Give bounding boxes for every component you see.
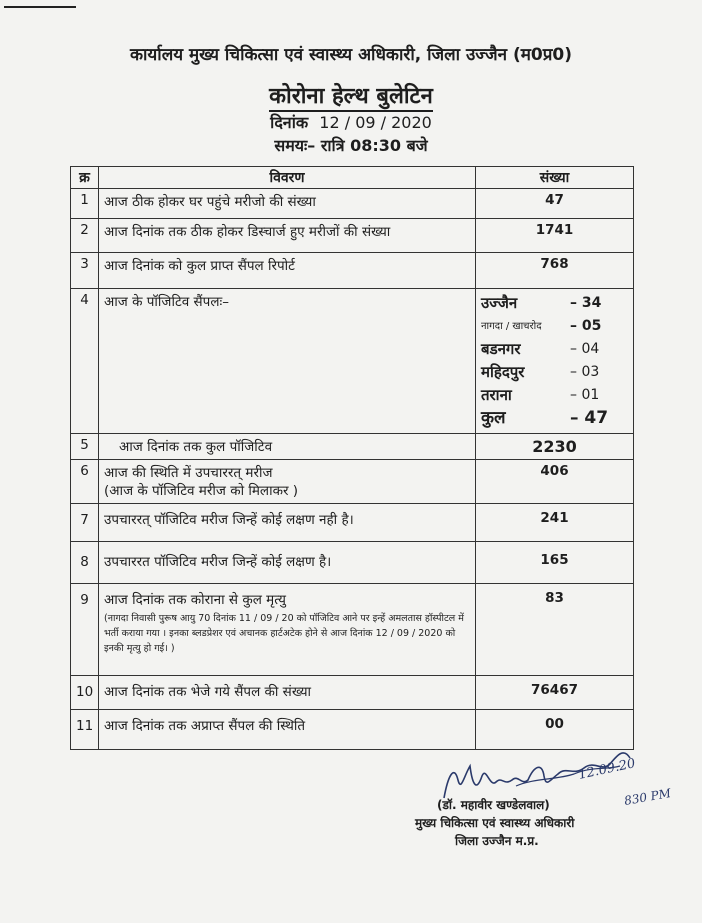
table-row (71, 219, 634, 253)
header-sn: क्र (71, 167, 99, 189)
row-desc: आज दिनांक तक कोराना से कुल मृत्यु (नागदा निवासी पुरूष आयु 70 दिनांक 11 / 09 / 20 को पॉजिटिव आने पर इन्हें अमलतास हॉस्पीटल में भर्ती कराया गया । इनका ब्लडप्रेशर एवं अचानक हार्टअटेक होने से आज दिनांक 12 / 09 / 2020 को इनकी मृत्यु हो गई। ) (99, 584, 476, 676)
row-sn: 2 (71, 219, 99, 253)
row-desc: आज दिनांक तक कुल पॉजिटिव (99, 434, 476, 460)
row-desc: आज दिनांक तक भेजे गये सैंपल की संख्या (99, 676, 476, 710)
signatory-designation: मुख्य चिकित्सा एवं स्वास्थ्य अधिकारी (415, 816, 575, 830)
row-desc: आज दिनांक तक ठीक होकर डिस्चार्ज हुए मरीजों की संख्या (99, 219, 476, 253)
bulletin-title: कोरोना हेल्थ बुलेटिन (0, 80, 702, 110)
row-sn: 6 (71, 460, 99, 504)
row-sn: 4 (71, 289, 99, 434)
row-desc: आज दिनांक को कुल प्राप्त सैंपल रिपोर्ट (99, 253, 476, 289)
district-total: कुल – 47 (481, 408, 609, 428)
row-desc: आज के पॉजिटिव सैंपलः– (99, 289, 476, 434)
office-heading: कार्यालय मुख्य चिकित्सा एवं स्वास्थ्य अधिकारी, जिला उज्जैन (म0प्र0) (129, 45, 573, 65)
signature-block (415, 796, 574, 850)
district-breakdown (476, 289, 634, 434)
row-value: 165 (476, 542, 634, 584)
row-desc: आज दिनांक तक अप्राप्त सैंपल की स्थिति (99, 710, 476, 750)
district-line: तराना – 01 (481, 386, 600, 404)
table-row (71, 584, 634, 676)
row-desc: उपचाररत पॉजिटिव मरीज जिन्हें कोई लक्षण है। (99, 542, 476, 584)
table-row (71, 542, 634, 584)
row-sn: 10 (71, 676, 99, 710)
table-row (71, 676, 634, 710)
table-row (71, 289, 634, 434)
header-value: संख्या (476, 167, 634, 189)
row-value: 47 (476, 189, 634, 219)
row-sn: 1 (71, 189, 99, 219)
row-value: 2230 (476, 434, 634, 460)
row-sn: 7 (71, 504, 99, 542)
table-row (71, 189, 634, 219)
row-sn: 9 (71, 584, 99, 676)
table-row (71, 434, 634, 460)
district-line: बडनगर – 04 (481, 340, 600, 358)
row-value: 1741 (476, 219, 634, 253)
bulletin-table (70, 166, 634, 750)
district-line: उज्जैन – 34 (481, 294, 602, 312)
row-value: 83 (476, 584, 634, 676)
table-row (71, 504, 634, 542)
district-line: नागदा / खाचरोद – 05 (481, 318, 602, 334)
row-value: 406 (476, 460, 634, 504)
district-line: महिदपुर – 03 (481, 363, 600, 381)
table-header-row (71, 167, 634, 189)
row-sn: 3 (71, 253, 99, 289)
table-row (71, 253, 634, 289)
row-desc: आज की स्थिति में उपचाररत् मरीज (आज के पॉजिटिव मरीज को मिलाकर ) (99, 460, 476, 504)
signatory-district: जिला उज्जैन म.प्र. (455, 834, 539, 848)
row-sn: 11 (71, 710, 99, 750)
bulletin-time: समयः– रात्रि 08:30 बजे (274, 136, 428, 155)
row-value: 76467 (476, 676, 634, 710)
row-desc: उपचाररत् पॉजिटिव मरीज जिन्हें कोई लक्षण नही है। (99, 504, 476, 542)
row-desc: आज ठीक होकर घर पहुंचे मरीजो की संख्या (99, 189, 476, 219)
row-value: 768 (476, 253, 634, 289)
signatory-name: (डॉ. महावीर खण्डेलवाल) (437, 798, 550, 812)
table-row (71, 460, 634, 504)
row-value: 241 (476, 504, 634, 542)
top-border-mark (4, 6, 76, 8)
row-value: 00 (476, 710, 634, 750)
row-sn: 5 (71, 434, 99, 460)
row-sn: 8 (71, 542, 99, 584)
handwritten-date: 12.09.20 (577, 756, 637, 783)
death-note: (नागदा निवासी पुरूष आयु 70 दिनांक 11 / 09 / 20 को पॉजिटिव आने पर इन्हें अमलतास हॉस्पीटल में भर्ती कराया गया । इनका ब्लडप्रेशर एवं अचानक हार्टअटेक होने से आज दिनांक 12 / 09 / 2020 को इनकी मृत्यु हो गई। ) (104, 613, 464, 654)
bulletin-date: दिनांक 12 / 09 / 2020 (270, 113, 432, 132)
header-desc: विवरण (99, 167, 476, 189)
handwritten-time: 830 PM (623, 786, 672, 808)
